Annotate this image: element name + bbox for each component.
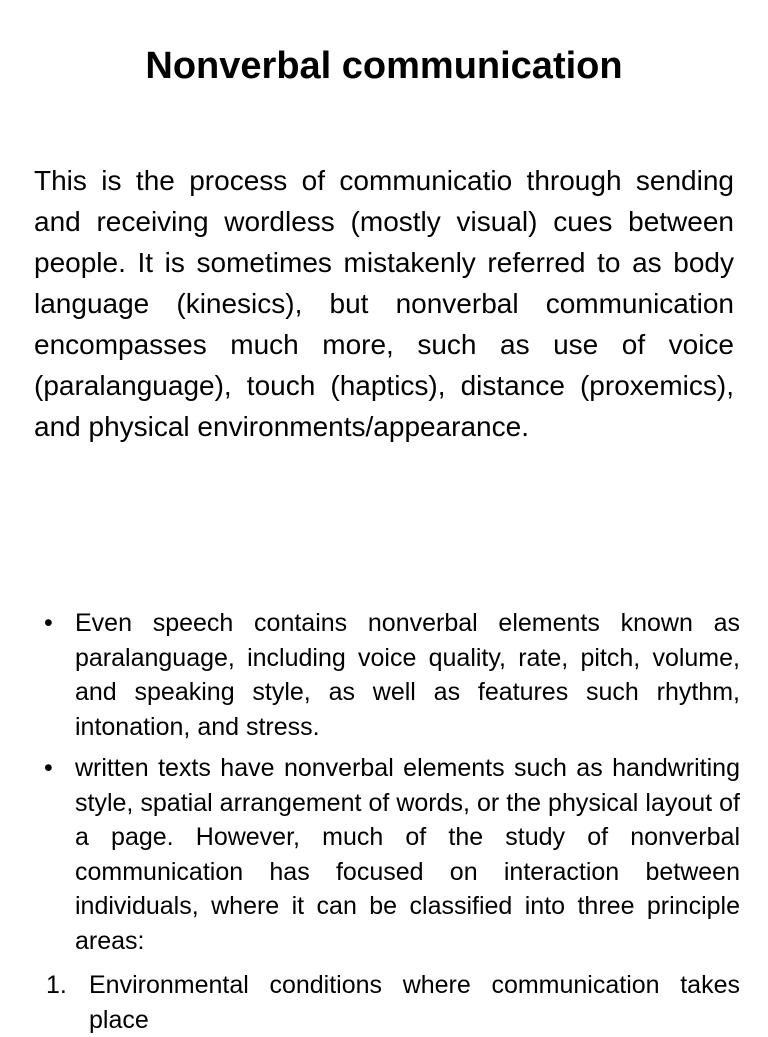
numbered-item <box>46 968 740 1037</box>
intro-paragraph: This is the process of communicatio through sending and receiving wordless (mostly visual) cues between people. It is sometimes mistakenly referred to as body language (kinesics), but nonverbal communication encompasses much more, such as use of voice (paralanguage), touch (haptics), distance (proxemics), and physical environments/appearance. <box>34 165 734 442</box>
bullet-marker: • <box>44 754 53 782</box>
numbered-list <box>46 968 740 1037</box>
bullet-item <box>40 606 740 744</box>
bullet-list <box>40 606 740 965</box>
bullet-marker: • <box>44 609 53 637</box>
numbered-text: Environmental conditions where communication takes place <box>89 971 740 1034</box>
number-marker: 1. <box>46 971 67 999</box>
bullet-text: written texts have nonverbal elements such as handwriting style, spatial arrangement of words, or the physical layout of a page. However, much of the study of nonverbal communication has focused on interaction between individuals, where it can be classified into three principle areas: <box>75 754 740 955</box>
bullet-text: Even speech contains nonverbal elements known as paralanguage, including voice quality, rate, pitch, volume, and speaking style, as well as features such rhythm, intonation, and stress. <box>75 609 740 741</box>
slide-title: Nonverbal communication <box>145 45 623 87</box>
bullet-item <box>40 751 740 958</box>
